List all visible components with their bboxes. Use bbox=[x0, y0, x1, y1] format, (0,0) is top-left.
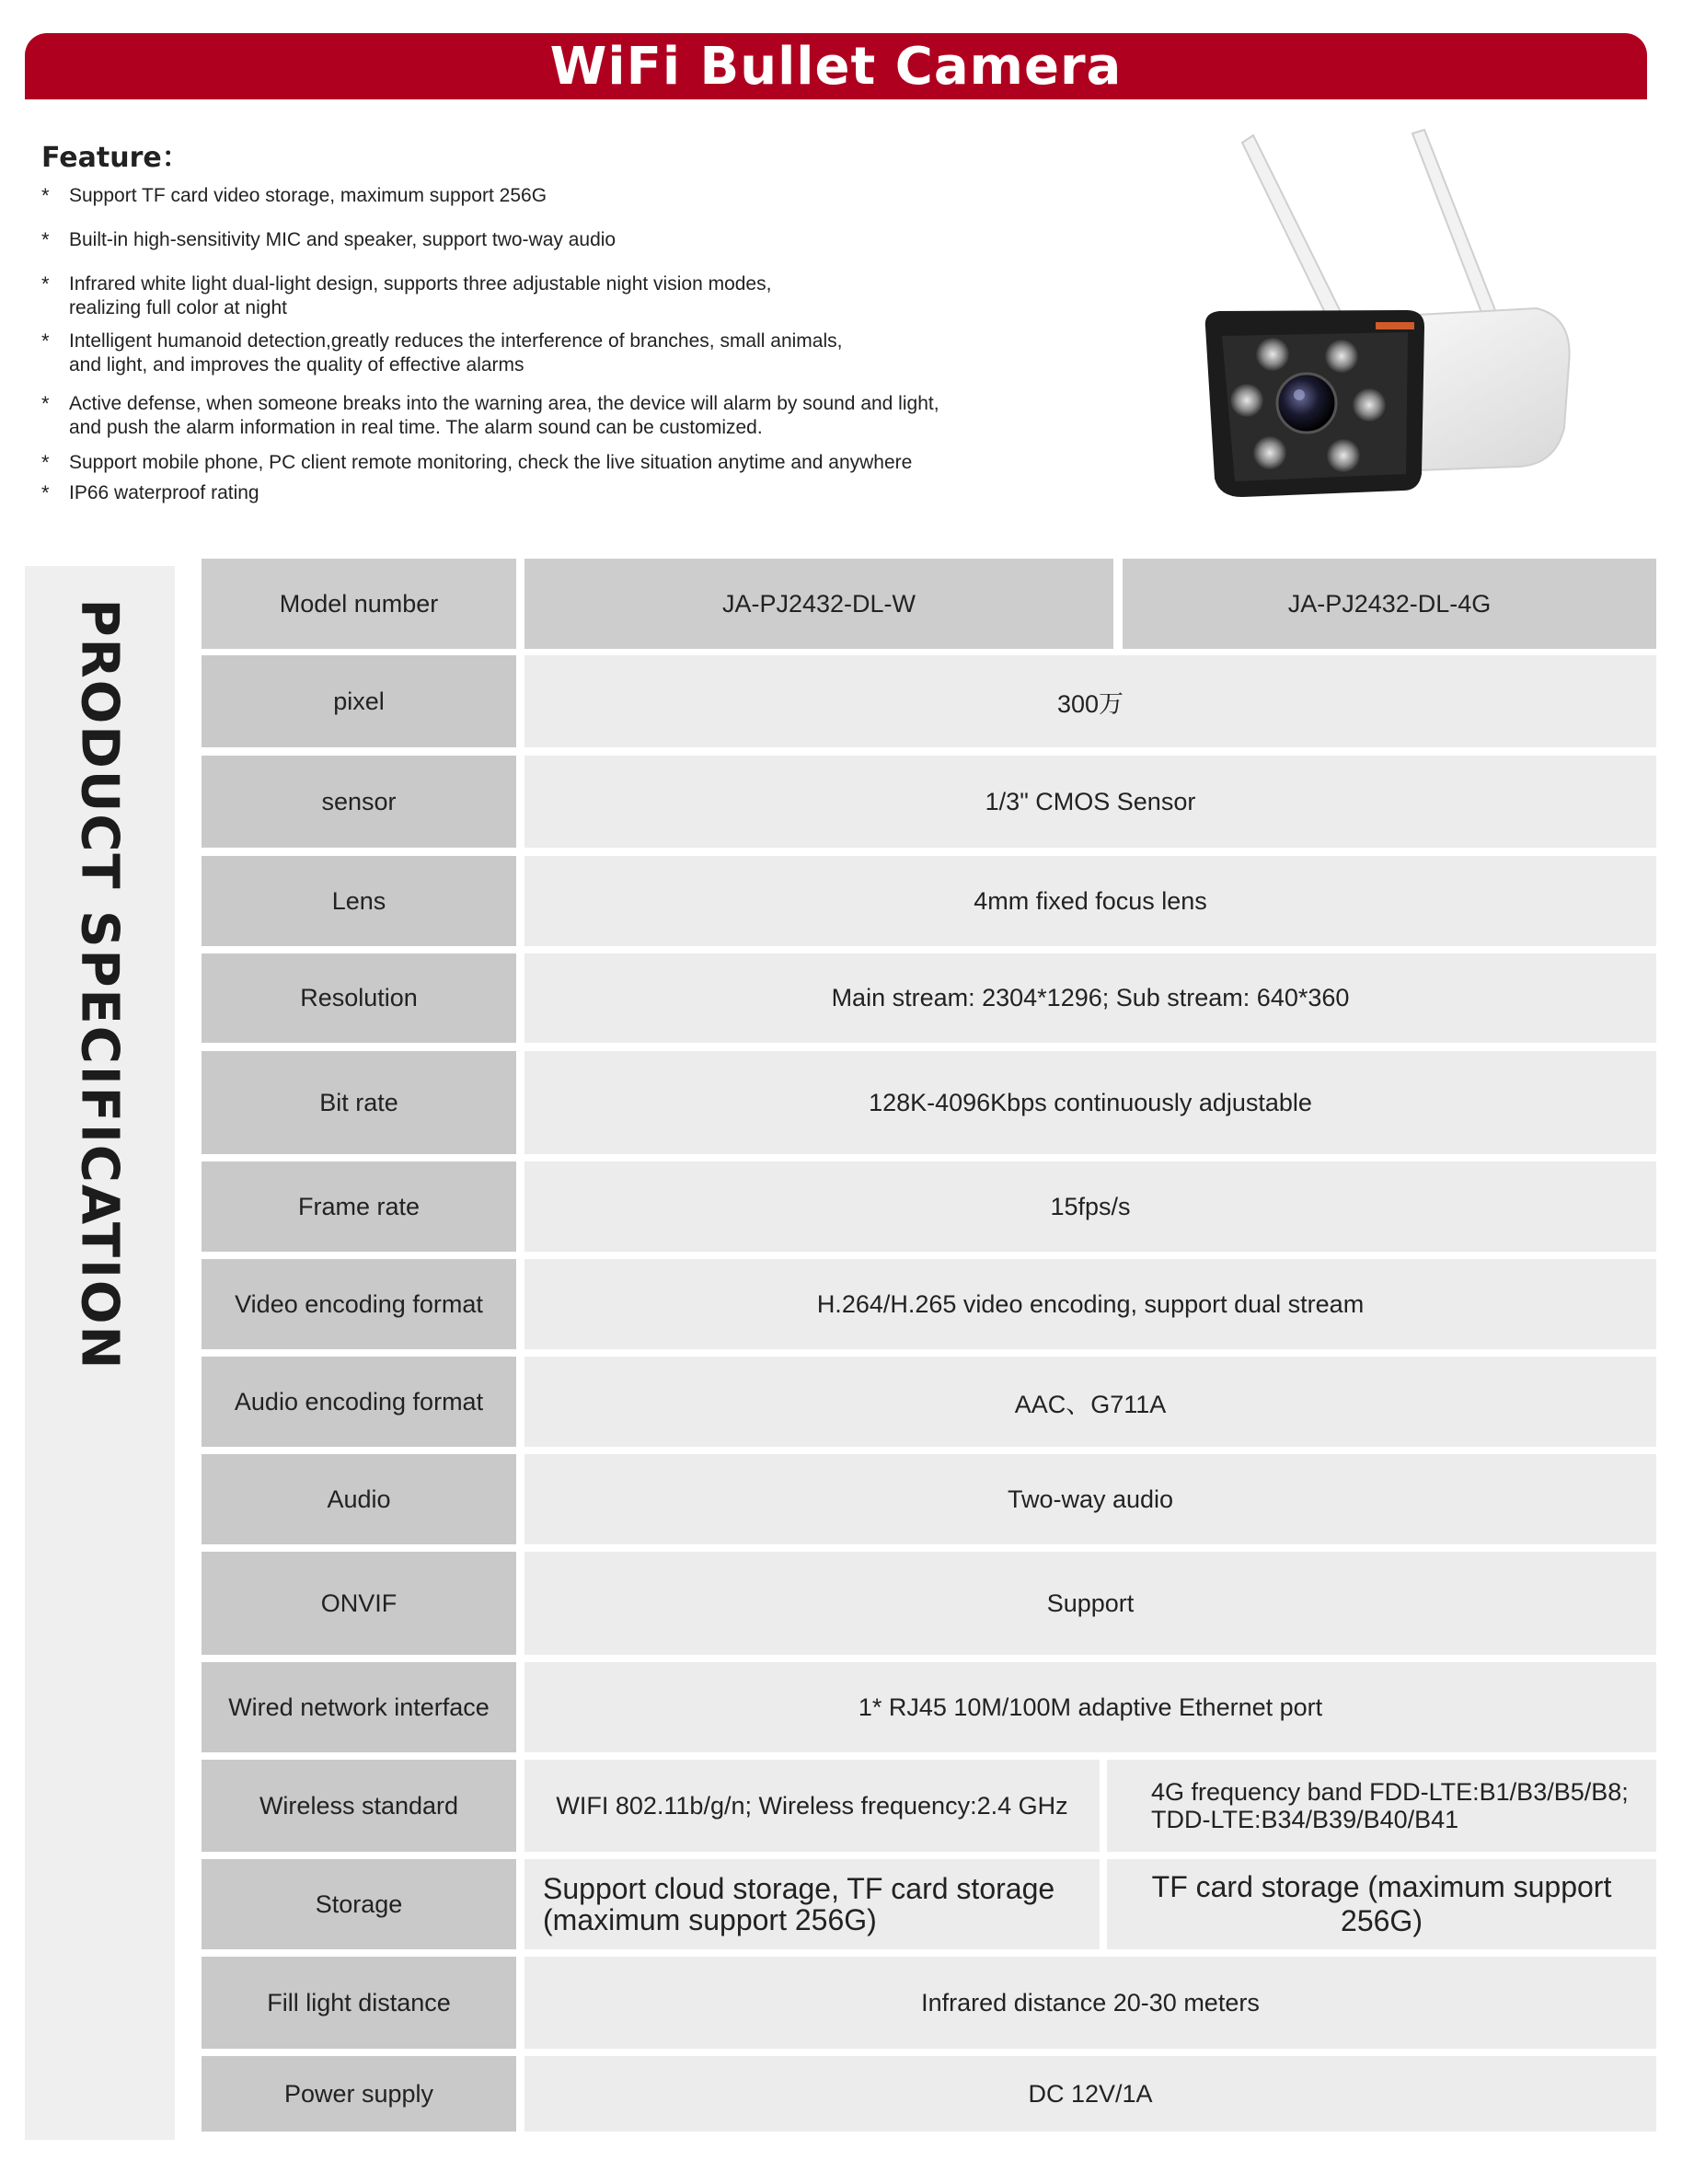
spec-label-video-encoding: Video encoding format bbox=[202, 1259, 516, 1349]
feature-item bbox=[41, 272, 771, 320]
spec-value-wired-network: 1* RJ45 10M/100M adaptive Ethernet port bbox=[524, 1662, 1656, 1752]
model-4g: JA-PJ2432-DL-4G bbox=[1123, 559, 1656, 649]
spec-label-fill-light: Fill light distance bbox=[202, 1957, 516, 2049]
asterisk-bullet-icon: * bbox=[41, 272, 50, 295]
spec-label-sensor: sensor bbox=[202, 756, 516, 848]
spec-value-wireless-w: WIFI 802.11b/g/n; Wireless frequency:2.4 GHz bbox=[524, 1760, 1100, 1852]
spec-value-storage-4g: TF card storage (maximum support 256G) bbox=[1107, 1859, 1656, 1949]
camera-product-image bbox=[1178, 124, 1610, 520]
asterisk-bullet-icon: * bbox=[41, 392, 50, 415]
spec-label-wired-network: Wired network interface bbox=[202, 1662, 516, 1752]
page-title: WiFi Bullet Camera bbox=[549, 36, 1123, 97]
product-specification-label: PRODUCT SPECIFICATION bbox=[69, 598, 130, 1371]
feature-text: IP66 waterproof rating bbox=[69, 482, 259, 503]
feature-text: Support TF card video storage, maximum support 256G bbox=[69, 185, 547, 206]
feature-text: Active defense, when someone breaks into the warning area, the device will alarm by sound and light, and push the alarm information in real time. The alarm sound can be customized. bbox=[69, 393, 939, 438]
spec-value-wireless-4g: 4G frequency band FDD-LTE:B1/B3/B5/B8; TDD-LTE:B34/B39/B40/B41 bbox=[1107, 1760, 1656, 1852]
feature-heading: Feature： bbox=[41, 142, 190, 174]
title-banner bbox=[25, 33, 1647, 99]
asterisk-bullet-icon: * bbox=[41, 329, 50, 352]
feature-text: Support mobile phone, PC client remote monitoring, check the live situation anytime and anywhere bbox=[69, 452, 913, 473]
spec-value-video-encoding: H.264/H.265 video encoding, support dual stream bbox=[524, 1259, 1656, 1349]
spec-label-resolution: Resolution bbox=[202, 953, 516, 1043]
feature-item bbox=[41, 228, 616, 252]
feature-item bbox=[41, 451, 912, 475]
spec-label-wireless: Wireless standard bbox=[202, 1760, 516, 1852]
asterisk-bullet-icon: * bbox=[41, 451, 50, 474]
feature-item bbox=[41, 184, 547, 208]
spec-label-storage: Storage bbox=[202, 1859, 516, 1949]
model-w: JA-PJ2432-DL-W bbox=[524, 559, 1113, 649]
spec-value-onvif: Support bbox=[524, 1552, 1656, 1655]
asterisk-bullet-icon: * bbox=[41, 228, 50, 251]
spec-value-power: DC 12V/1A bbox=[524, 2056, 1656, 2132]
spec-label-audio: Audio bbox=[202, 1454, 516, 1544]
spec-label-onvif: ONVIF bbox=[202, 1552, 516, 1655]
spec-label-lens: Lens bbox=[202, 856, 516, 946]
spec-value-lens: 4mm fixed focus lens bbox=[524, 856, 1656, 946]
spec-label-bit-rate: Bit rate bbox=[202, 1051, 516, 1154]
feature-item bbox=[41, 329, 842, 377]
spec-value-sensor: 1/3" CMOS Sensor bbox=[524, 756, 1656, 848]
feature-text: Infrared white light dual-light design, supports three adjustable night vision modes, realizing full color at night bbox=[69, 273, 772, 318]
feature-text: Intelligent humanoid detection,greatly reduces the interference of branches, small animals, and light, and improves the quality of effective alarms bbox=[69, 330, 843, 376]
spec-value-storage-w: Support cloud storage, TF card storage (maximum support 256G) bbox=[524, 1859, 1100, 1949]
feature-text: Built-in high-sensitivity MIC and speaker, support two-way audio bbox=[69, 229, 617, 250]
spec-value-resolution: Main stream: 2304*1296; Sub stream: 640*360 bbox=[524, 953, 1656, 1043]
spec-value-bit-rate: 128K-4096Kbps continuously adjustable bbox=[524, 1051, 1656, 1154]
spec-label-model: Model number bbox=[202, 559, 516, 649]
spec-value-fill-light: Infrared distance 20-30 meters bbox=[524, 1957, 1656, 2049]
spec-label-frame-rate: Frame rate bbox=[202, 1161, 516, 1252]
asterisk-bullet-icon: * bbox=[41, 481, 50, 504]
spec-value-frame-rate: 15fps/s bbox=[524, 1161, 1656, 1252]
asterisk-bullet-icon: * bbox=[41, 184, 50, 207]
feature-item bbox=[41, 481, 259, 505]
spec-value-pixel: 300万 bbox=[524, 655, 1656, 747]
feature-item bbox=[41, 392, 939, 440]
spec-label-audio-encoding: Audio encoding format bbox=[202, 1357, 516, 1447]
spec-value-audio: Two-way audio bbox=[524, 1454, 1656, 1544]
spec-label-power: Power supply bbox=[202, 2056, 516, 2132]
spec-value-audio-encoding: AAC、G711A bbox=[524, 1357, 1656, 1447]
spec-label-pixel: pixel bbox=[202, 655, 516, 747]
